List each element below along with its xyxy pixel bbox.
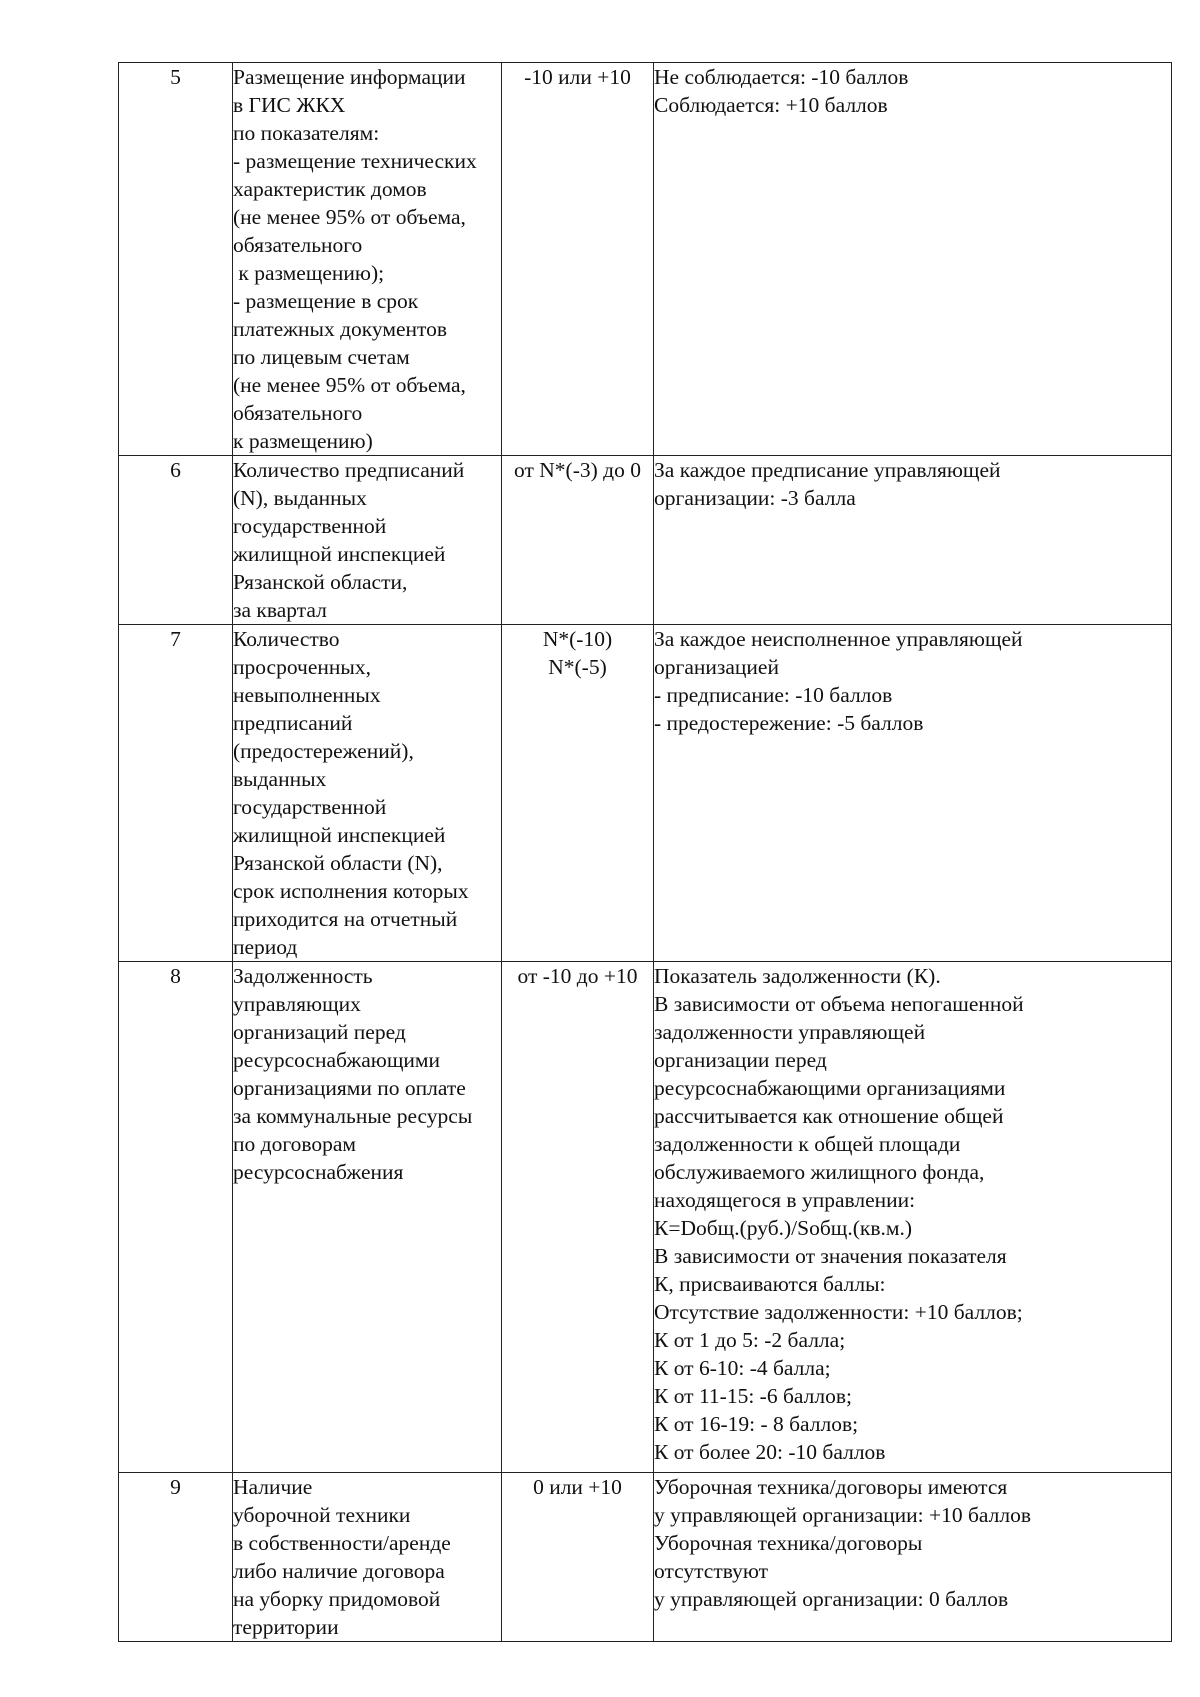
- cell-text-line: Уборочная техника/договоры: [654, 1531, 923, 1555]
- criterion-cell: [233, 456, 502, 625]
- cell-text-line: отсутствуют: [654, 1559, 769, 1583]
- description-cell: [654, 1473, 1172, 1642]
- cell-text-line: платежных документов: [233, 317, 448, 341]
- cell-text-line: - размещение в срок: [233, 289, 419, 313]
- cell-text-line: Соблюдается: +10 баллов: [654, 93, 888, 117]
- criterion-cell: [233, 962, 502, 1473]
- criterion-cell: [233, 63, 502, 456]
- score-cell: [502, 625, 654, 962]
- cell-text-line: 0 или +10: [533, 1475, 622, 1499]
- cell-text-line: ресурсоснабжающими организациями: [654, 1076, 1006, 1100]
- cell-text-line: жилищной инспекцией: [233, 542, 446, 566]
- cell-text-line: обязательного: [233, 233, 363, 257]
- score-cell: [502, 456, 654, 625]
- cell-text-line: Показатель задолженности (К).: [654, 964, 941, 988]
- row-number: 6: [170, 458, 181, 482]
- row-number-cell: [119, 456, 233, 625]
- cell-text-line: Рязанской области,: [233, 570, 408, 594]
- cell-text-line: За каждое неисполненное управляющей: [654, 627, 1023, 651]
- cell-text-line: К, присваиваются баллы:: [654, 1272, 886, 1296]
- cell-text-line: организации: -3 балла: [654, 486, 856, 510]
- cell-text-line: -10 или +10: [524, 65, 631, 89]
- cell-text-line: невыполненных: [233, 683, 381, 707]
- cell-text-line: организации перед: [654, 1048, 827, 1072]
- cell-text-line: Рязанской области (N),: [233, 851, 443, 875]
- cell-text-line: к размещению): [233, 429, 373, 453]
- cell-text-line: у управляющей организации: +10 баллов: [654, 1503, 1032, 1527]
- table-row: [119, 456, 1172, 625]
- cell-text-line: организацией: [654, 655, 779, 679]
- cell-text-line: Наличие: [233, 1475, 313, 1499]
- cell-text-line: (не менее 95% от объема,: [233, 205, 466, 229]
- cell-text-line: задолженности управляющей: [654, 1020, 926, 1044]
- cell-text-line: задолженности к общей площади: [654, 1132, 961, 1156]
- row-number: 8: [170, 964, 181, 988]
- table-row: [119, 962, 1172, 1473]
- cell-text-line: характеристик домов: [233, 177, 427, 201]
- cell-text-line: N*(-10): [542, 627, 613, 651]
- criteria-table-body: [119, 63, 1172, 1642]
- cell-text-line: рассчитывается как отношение общей: [654, 1104, 1004, 1128]
- cell-text-line: к размещению);: [233, 261, 385, 285]
- cell-text-line: Количество предписаний: [233, 458, 465, 482]
- cell-text-line: находящегося в управлении:: [654, 1188, 916, 1212]
- row-number-cell: [119, 962, 233, 1473]
- cell-text-line: жилищной инспекцией: [233, 823, 446, 847]
- cell-text-line: на уборку придомовой: [233, 1587, 441, 1611]
- cell-text-line: в собственности/аренде: [233, 1531, 451, 1555]
- cell-text-line: К от 11-15: -6 баллов;: [654, 1384, 852, 1408]
- cell-text-line: либо наличие договора: [233, 1559, 445, 1583]
- cell-text-line: по показателям:: [233, 121, 380, 145]
- cell-text-line: обслуживаемого жилищного фонда,: [654, 1160, 985, 1184]
- cell-text-line: К от 6-10: -4 балла;: [654, 1356, 831, 1380]
- cell-text-line: в ГИС ЖКХ: [233, 93, 346, 117]
- cell-text-line: предписаний: [233, 711, 353, 735]
- cell-text-line: В зависимости от значения показателя: [654, 1244, 1007, 1268]
- cell-text-line: по договорам: [233, 1132, 357, 1156]
- criteria-table: [118, 62, 1172, 1642]
- cell-text-line: N*(-5): [548, 655, 607, 679]
- cell-text-line: уборочной техники: [233, 1503, 411, 1527]
- cell-text-line: Количество: [233, 627, 340, 651]
- cell-text-line: государственной: [233, 514, 387, 538]
- cell-text-line: за коммунальные ресурсы: [233, 1104, 473, 1128]
- cell-text-line: приходится на отчетный: [233, 907, 458, 931]
- cell-text-line: К от более 20: -10 баллов: [654, 1440, 886, 1464]
- cell-text-line: К от 1 до 5: -2 балла;: [654, 1328, 846, 1352]
- cell-text-line: срок исполнения которых: [233, 879, 469, 903]
- table-row: [119, 625, 1172, 962]
- description-cell: [654, 625, 1172, 962]
- criterion-cell: [233, 625, 502, 962]
- row-number: 7: [170, 627, 181, 651]
- cell-text-line: (N), выданных: [233, 486, 367, 510]
- cell-text-line: ресурсоснабжающими: [233, 1048, 441, 1072]
- cell-text-line: В зависимости от объема непогашенной: [654, 992, 1024, 1016]
- cell-text-line: просроченных,: [233, 655, 371, 679]
- cell-text-line: (не менее 95% от объема,: [233, 373, 466, 397]
- table-row: [119, 1473, 1172, 1642]
- cell-text-line: государственной: [233, 795, 387, 819]
- cell-text-line: ресурсоснабжения: [233, 1160, 404, 1184]
- cell-text-line: за квартал: [233, 598, 327, 622]
- cell-text-line: - предостережение: -5 баллов: [654, 711, 924, 735]
- cell-text-line: организаций перед: [233, 1020, 406, 1044]
- cell-text-line: К=Dобщ.(руб.)/Sобщ.(кв.м.): [654, 1216, 912, 1240]
- description-cell: [654, 63, 1172, 456]
- table-row: [119, 63, 1172, 456]
- cell-text-line: - предписание: -10 баллов: [654, 683, 893, 707]
- cell-text-line: Размещение информации: [233, 65, 466, 89]
- cell-text-line: (предостережений),: [233, 739, 414, 763]
- cell-text-line: За каждое предписание управляющей: [654, 458, 1001, 482]
- row-number: 5: [170, 65, 181, 89]
- cell-text-line: Задолженность: [233, 964, 373, 988]
- cell-text-line: территории: [233, 1615, 339, 1639]
- cell-text-line: по лицевым счетам: [233, 345, 410, 369]
- cell-text-line: организациями по оплате: [233, 1076, 466, 1100]
- description-cell: [654, 456, 1172, 625]
- cell-text-line: управляющих: [233, 992, 361, 1016]
- cell-text-line: К от 16-19: - 8 баллов;: [654, 1412, 859, 1436]
- cell-text-line: период: [233, 935, 298, 959]
- cell-text-line: Не соблюдается: -10 баллов: [654, 65, 909, 89]
- cell-text-line: Уборочная техника/договоры имеются: [654, 1475, 1008, 1499]
- cell-text-line: выданных: [233, 767, 327, 791]
- score-cell: [502, 63, 654, 456]
- criterion-cell: [233, 1473, 502, 1642]
- cell-text-line: обязательного: [233, 401, 363, 425]
- cell-text-line: - размещение технических: [233, 149, 477, 173]
- cell-text-line: от N*(-3) до 0: [514, 458, 641, 482]
- row-number-cell: [119, 63, 233, 456]
- row-number-cell: [119, 1473, 233, 1642]
- cell-text-line: от -10 до +10: [517, 964, 638, 988]
- row-number-cell: [119, 625, 233, 962]
- cell-text-line: Отсутствие задолженности: +10 баллов;: [654, 1300, 1023, 1324]
- score-cell: [502, 1473, 654, 1642]
- description-cell: [654, 962, 1172, 1473]
- row-number: 9: [170, 1475, 181, 1499]
- cell-text-line: у управляющей организации: 0 баллов: [654, 1587, 1009, 1611]
- score-cell: [502, 962, 654, 1473]
